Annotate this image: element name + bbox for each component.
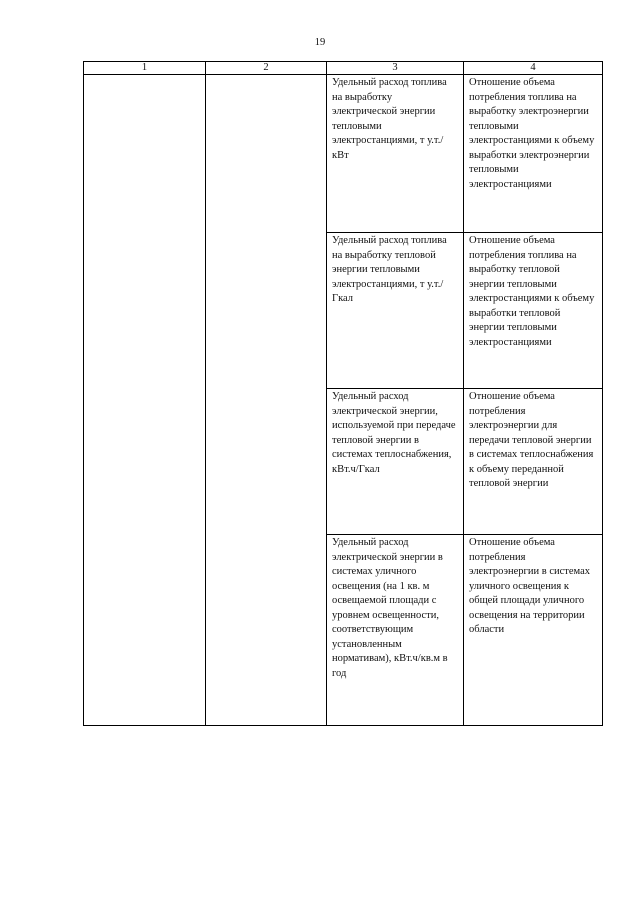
- indicator-text: Удельный расход электрической энергии в системах уличного освещения (на 1 кв. м освещаемой площади с уровнем освещенности, соответствующим установленным нормативам), кВт.ч/кв.м в год: [332, 537, 448, 679]
- table-header-row: [84, 62, 603, 75]
- indicator-cell: [327, 233, 464, 389]
- indicator-text: Удельный расход топлива на выработку тепловой энергии тепловыми электростанциями, т у.т./ Гкал: [332, 235, 447, 304]
- method-cell: [464, 75, 603, 233]
- indicator-text: Удельный расход электрической энергии, используемой при передаче тепловой энергии в системах теплоснабжения, кВт.ч/Гкал: [332, 391, 456, 475]
- indicator-cell: [327, 75, 464, 233]
- method-text: Отношение объема потребления топлива на выработку тепловой энергии тепловыми электростанциями к объему выработки тепловой энергии тепловыми электростанциями: [469, 235, 595, 348]
- page-number: 19: [314, 37, 326, 48]
- document-table: [83, 61, 603, 726]
- indicator-cell: [327, 389, 464, 535]
- empty-cell-col-1: [84, 75, 206, 726]
- method-text: Отношение объема потребления электроэнергии в системах уличного освещения к общей площади уличного освещения на территории области: [469, 537, 590, 635]
- indicator-cell: [327, 535, 464, 726]
- method-cell: [464, 535, 603, 726]
- header-col-3: 3: [327, 62, 464, 75]
- method-cell: [464, 389, 603, 535]
- method-text: Отношение объема потребления электроэнергии для передачи тепловой энергии в системах теплоснабжения к объему переданной тепловой энергии: [469, 391, 594, 489]
- header-col-4: 4: [464, 62, 603, 75]
- indicator-text: Удельный расход топлива на выработку электрической энергии тепловыми электростанциями, т у.т./ кВт: [332, 77, 447, 161]
- method-text: Отношение объема потребления топлива на выработку электроэнергии тепловыми электростанциями к объему выработки электроэнергии тепловыми электростанциями: [469, 77, 595, 190]
- header-col-1: 1: [84, 62, 206, 75]
- table-row: [84, 75, 603, 233]
- header-col-2: 2: [206, 62, 327, 75]
- method-cell: [464, 233, 603, 389]
- empty-cell-col-2: [206, 75, 327, 726]
